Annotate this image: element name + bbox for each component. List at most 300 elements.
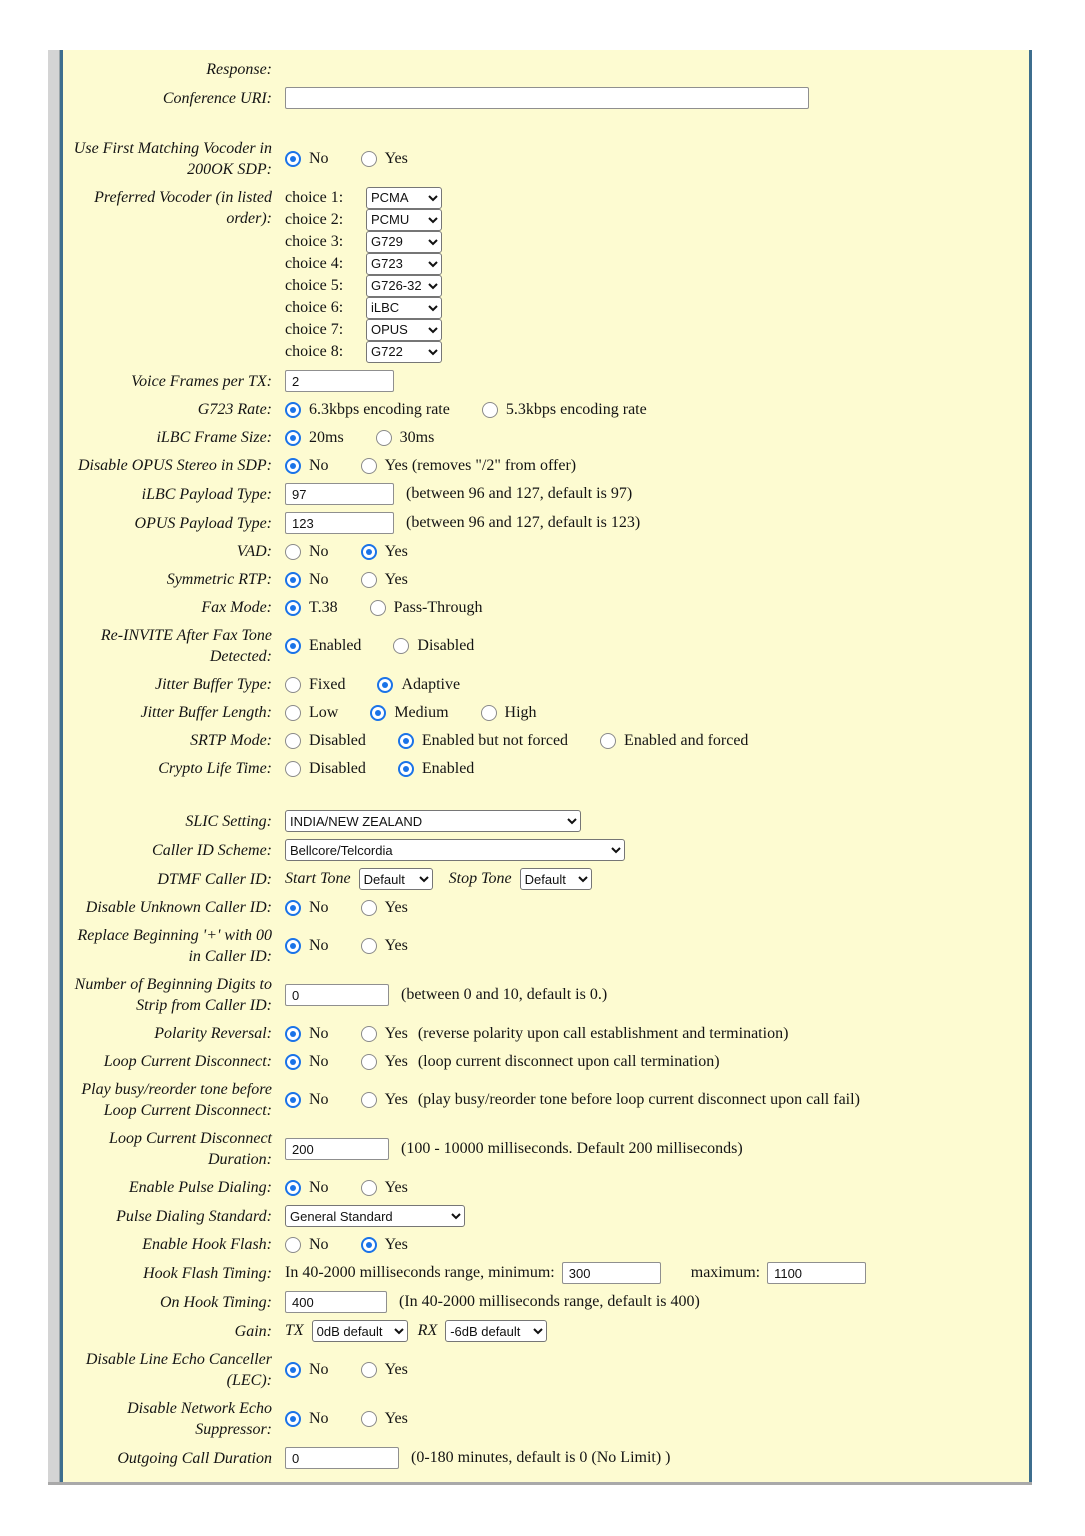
g723-rate-radio-6.3kbps[interactable]: [285, 402, 301, 418]
radio-option: [285, 1052, 329, 1072]
form-row-crypto-life-time: [66, 754, 1029, 782]
radio-option: [361, 1360, 408, 1380]
radio-label: No: [309, 542, 329, 560]
radio-label: No: [309, 150, 329, 167]
form-row-jitter-buffer-type: [66, 670, 1029, 698]
field-label-pulse-dialing-standard: Pulse Dialing Standard:: [116, 1207, 272, 1225]
radio-label: No: [309, 1052, 329, 1070]
radio-dot-icon: [290, 407, 296, 413]
radio-label: Yes: [384, 1178, 408, 1196]
inline-text: TX: [285, 1322, 304, 1339]
inline-text: maximum:: [690, 1264, 761, 1281]
jitter-buffer-length-radio-low[interactable]: [285, 705, 301, 721]
radio-option: [398, 759, 474, 779]
form-row-fax-mode: [66, 593, 1029, 621]
choice-label: choice 2:: [285, 210, 344, 228]
radio-label: 6.3kbps encoding rate: [309, 400, 450, 418]
play-busy-before-lcd-radio-yes[interactable]: [361, 1092, 377, 1108]
spacer: [66, 782, 1029, 806]
field-label-g723-rate: G723 Rate:: [197, 401, 272, 418]
preferred-vocoder-1-select[interactable]: [366, 187, 442, 209]
radio-option: [285, 1178, 329, 1198]
radio-dot-icon: [290, 435, 296, 441]
field-label-jitter-buffer-length: Jitter Buffer Length:: [140, 704, 272, 721]
field-label-disable-lec: Disable Line Echo Canceller (LEC):: [85, 1351, 272, 1389]
radio-option: [285, 936, 329, 956]
radio-dot-icon: [290, 577, 296, 583]
field-control: [285, 187, 442, 363]
radio-option: [285, 598, 338, 618]
choice-line-5: [285, 275, 442, 296]
radio-option: [285, 703, 338, 723]
radio-option: [361, 1235, 408, 1255]
field-label-voice-frames-per-tx: Voice Frames per TX:: [131, 372, 272, 390]
polarity-reversal-radio-yes[interactable]: [361, 1026, 377, 1042]
replace-plus-with-00-radio-no[interactable]: [285, 938, 301, 954]
field-label-polarity-reversal: Polarity Reversal:: [154, 1025, 272, 1042]
field-control: [285, 839, 625, 861]
enable-pulse-dialing-radio-no[interactable]: [285, 1180, 301, 1196]
field-control: [285, 984, 607, 1006]
opus-payload-type-input[interactable]: [285, 512, 394, 534]
radio-label: Yes: [384, 1410, 408, 1427]
gap: [661, 1273, 691, 1274]
field-label-opus-payload-type: OPUS Payload Type:: [134, 514, 272, 532]
preferred-vocoder-4-select[interactable]: [366, 253, 442, 275]
form-row-enable-pulse-dialing: [66, 1173, 1029, 1201]
field-control: [285, 1320, 547, 1342]
radio-label: High: [504, 703, 537, 721]
vad-radio-no[interactable]: [285, 544, 301, 560]
form-row-opus-payload-type: [66, 508, 1029, 537]
choice-label: choice 1:: [285, 188, 344, 206]
radio-label: Fixed: [309, 675, 346, 693]
form-row-on-hook-timing: [66, 1287, 1029, 1316]
field-control: [285, 428, 466, 448]
hook-flash-maximum-input[interactable]: [767, 1262, 866, 1284]
form-row-gain: [66, 1316, 1029, 1345]
field-label-ilbc-frame-size: iLBC Frame Size:: [156, 429, 272, 446]
enable-pulse-dialing-radio-yes[interactable]: [361, 1180, 377, 1196]
fax-mode-radio-t.38[interactable]: [285, 600, 301, 616]
choice-line-7: [285, 319, 442, 340]
fax-mode-radio-pass-through[interactable]: [370, 600, 386, 616]
stop-tone-select[interactable]: [520, 868, 592, 890]
form-row-polarity-reversal: [66, 1019, 1029, 1047]
radio-option: [285, 400, 450, 420]
field-control: [285, 731, 780, 751]
radio-option: [285, 759, 366, 779]
srtp-mode-radio-disabled[interactable]: [285, 733, 301, 749]
field-control: [285, 675, 492, 695]
choice-line-3: [285, 231, 442, 252]
field-note: (between 96 and 127, default is 123): [406, 514, 641, 531]
radio-option: [285, 542, 329, 562]
field-control: [285, 598, 514, 618]
field-control: [285, 1138, 743, 1160]
field-note: (0-180 minutes, default is 0 (No Limit) ): [411, 1449, 671, 1466]
choice-line-4: [285, 253, 442, 274]
field-label-replace-plus-with-00: Replace Beginning '+' with 00 in Caller ID:: [77, 927, 272, 965]
vad-radio-yes[interactable]: [361, 544, 377, 560]
form-row-symmetric-rtp: [66, 565, 1029, 593]
radio-label: 5.3kbps encoding rate: [505, 400, 647, 418]
field-control: [285, 868, 592, 890]
disable-network-echo-suppressor-radio-yes[interactable]: [361, 1411, 377, 1427]
caller-id-scheme-select[interactable]: [285, 839, 625, 861]
radio-dot-icon: [290, 1416, 296, 1422]
radio-option: [285, 731, 366, 751]
choice-label: choice 5:: [285, 276, 344, 294]
radio-option: [393, 636, 474, 656]
radio-option: [482, 400, 647, 420]
radio-label: Enabled: [309, 637, 362, 654]
form-row-disable-opus-stereo: [66, 451, 1029, 479]
enable-hook-flash-radio-yes[interactable]: [361, 1237, 377, 1253]
radio-option: [377, 675, 460, 695]
choice-line-2: [285, 209, 442, 230]
field-control: [285, 636, 506, 656]
inline-text: In 40-2000 milliseconds range, minimum:: [285, 1264, 555, 1281]
ilbc-payload-type-input[interactable]: [285, 483, 394, 505]
radio-option: [285, 428, 344, 448]
field-control: [285, 1052, 720, 1072]
field-control: [285, 1447, 671, 1469]
radio-dot-icon: [290, 463, 296, 469]
field-label-caller-id-scheme: Caller ID Scheme:: [152, 841, 272, 859]
radio-dot-icon: [290, 1031, 296, 1037]
inline-text: Start Tone: [285, 870, 351, 887]
disable-unknown-caller-id-radio-no[interactable]: [285, 900, 301, 916]
radio-option: [361, 1409, 408, 1429]
field-label-disable-network-echo-suppressor: Disable Network Echo Suppressor:: [127, 1400, 272, 1438]
field-control: [285, 1262, 866, 1284]
form-row-ilbc-frame-size: [66, 423, 1029, 451]
choice-line-8: [285, 341, 442, 362]
radio-option: [376, 428, 435, 448]
use-first-matching-vocoder-radio-no[interactable]: [285, 151, 301, 167]
radio-label: Yes: [384, 1024, 408, 1042]
radio-label: Enabled and forced: [624, 731, 749, 749]
voice-frames-per-tx-input[interactable]: [285, 370, 394, 392]
enable-hook-flash-radio-no[interactable]: [285, 1237, 301, 1253]
field-note: (loop current disconnect upon call termination): [417, 1052, 720, 1070]
radio-option: [285, 1235, 329, 1255]
gap: [433, 879, 449, 880]
field-label-slic-setting: SLIC Setting:: [185, 812, 272, 830]
choice-label: choice 6:: [285, 298, 344, 316]
form-row-g723-rate: [66, 395, 1029, 423]
disable-opus-stereo-radio-no[interactable]: [285, 458, 301, 474]
radio-dot-icon: [290, 1367, 296, 1373]
radio-dot-icon: [290, 643, 296, 649]
preferred-vocoder-7-select[interactable]: [366, 319, 442, 341]
field-label-vad: VAD:: [236, 543, 272, 560]
radio-option: [600, 731, 748, 751]
form-row-reinvite-after-fax-tone: [66, 621, 1029, 670]
field-control: [285, 400, 679, 420]
radio-label: T.38: [309, 598, 338, 616]
radio-option: [285, 456, 329, 476]
radio-option: [285, 1360, 329, 1380]
field-note: (play busy/reorder tone before loop current disconnect upon call fail): [417, 1091, 860, 1108]
radio-dot-icon: [382, 682, 388, 688]
radio-dot-icon: [290, 156, 296, 162]
form-row-enable-hook-flash: [66, 1230, 1029, 1258]
field-control: [285, 456, 608, 476]
radio-dot-icon: [290, 905, 296, 911]
field-note: (between 0 and 10, default is 0.): [401, 986, 608, 1003]
field-control: [285, 512, 640, 534]
radio-label: No: [309, 1361, 329, 1378]
disable-network-echo-suppressor-radio-no[interactable]: [285, 1411, 301, 1427]
radio-dot-icon: [403, 766, 409, 772]
outgoing-call-duration-input[interactable]: [285, 1447, 399, 1469]
radio-option: [361, 1052, 408, 1072]
radio-label: No: [309, 1091, 329, 1108]
radio-option: [361, 1024, 408, 1044]
field-control: [285, 149, 440, 169]
disable-lec-radio-no[interactable]: [285, 1362, 301, 1378]
radio-label: No: [309, 937, 329, 954]
srtp-mode-radio-enabled[interactable]: [398, 733, 414, 749]
radio-option: [370, 703, 448, 723]
gain-rx-select[interactable]: [445, 1320, 547, 1342]
radio-option: [361, 570, 408, 590]
choice-label: choice 3:: [285, 232, 344, 250]
choice-line-1: [285, 187, 442, 208]
field-control: [285, 703, 569, 723]
reinvite-after-fax-tone-radio-enabled[interactable]: [285, 638, 301, 654]
field-note: (reverse polarity upon call establishment and termination): [417, 1024, 789, 1042]
ilbc-frame-size-radio-30ms[interactable]: [376, 430, 392, 446]
field-control: [285, 87, 809, 109]
radio-label: Yes: [384, 150, 408, 167]
disable-lec-radio-yes[interactable]: [361, 1362, 377, 1378]
radio-option: [361, 456, 577, 476]
radio-label: Yes: [384, 1361, 408, 1378]
radio-option: [481, 703, 537, 723]
radio-option: [361, 149, 408, 169]
g723-rate-radio-5.3kbps[interactable]: [482, 402, 498, 418]
jitter-buffer-length-radio-high[interactable]: [481, 705, 497, 721]
field-control: [285, 483, 632, 505]
radio-label: 30ms: [399, 428, 435, 446]
field-label-symmetric-rtp: Symmetric RTP:: [166, 571, 272, 588]
field-label-use-first-matching-vocoder: Use First Matching Vocoder in 200OK SDP:: [73, 140, 272, 178]
radio-option: [361, 542, 408, 562]
conference-uri-input[interactable]: [285, 87, 809, 109]
field-label-ilbc-payload-type: iLBC Payload Type:: [141, 485, 272, 503]
radio-dot-icon: [366, 549, 372, 555]
form-row-use-first-matching-vocoder: [66, 134, 1029, 183]
field-label-hook-flash-timing: Hook Flash Timing:: [143, 1264, 272, 1282]
field-label-preferred-vocoder: Preferred Vocoder (in listed order):: [94, 189, 272, 227]
field-label-on-hook-timing: On Hook Timing:: [160, 1293, 272, 1311]
radio-label: Yes: [384, 570, 408, 588]
radio-label: Enabled: [421, 759, 475, 777]
preferred-vocoder-2-select[interactable]: [366, 209, 442, 231]
radio-label: No: [309, 1178, 329, 1196]
field-control: [285, 542, 440, 562]
radio-option: [285, 570, 329, 590]
start-tone-select[interactable]: [359, 868, 433, 890]
field-control: [285, 1409, 440, 1429]
hook-flash-minimum-input[interactable]: [562, 1262, 661, 1284]
replace-plus-with-00-radio-yes[interactable]: [361, 938, 377, 954]
field-label-lcd-duration: Loop Current Disconnect Duration:: [109, 1130, 272, 1168]
field-label-loop-current-disconnect: Loop Current Disconnect:: [103, 1053, 272, 1070]
form-row-voice-frames-per-tx: [66, 366, 1029, 395]
form-row-dtmf-caller-id: [66, 864, 1029, 893]
form-row-replace-plus-with-00: [66, 921, 1029, 970]
form-row-preferred-vocoder: [66, 183, 1029, 366]
field-control: [285, 898, 440, 918]
preferred-vocoder-6-select[interactable]: [366, 297, 442, 319]
form-row-loop-current-disconnect: [66, 1047, 1029, 1075]
radio-dot-icon: [403, 738, 409, 744]
form-row-response: [66, 55, 1029, 83]
form-row-ilbc-payload-type: [66, 479, 1029, 508]
radio-label: Medium: [394, 703, 449, 721]
radio-label: No: [309, 1024, 329, 1042]
form-row-slic-setting: [66, 806, 1029, 835]
field-control: [285, 759, 506, 779]
radio-label: Low: [309, 703, 339, 721]
on-hook-timing-input[interactable]: [285, 1291, 387, 1313]
strip-digits-caller-id-input[interactable]: [285, 984, 389, 1006]
field-control: [285, 1205, 465, 1227]
radio-dot-icon: [375, 710, 381, 716]
radio-label: Yes: [384, 1052, 408, 1070]
radio-dot-icon: [290, 605, 296, 611]
field-label-strip-digits-caller-id: Number of Beginning Digits to Strip from Caller ID:: [74, 976, 272, 1014]
radio-label: No: [309, 1235, 329, 1253]
form-row-play-busy-before-lcd: [66, 1075, 1029, 1124]
radio-label: Yes: [384, 898, 408, 916]
pulse-dialing-standard-select[interactable]: [285, 1205, 465, 1227]
radio-label: Adaptive: [401, 675, 461, 693]
radio-label: 20ms: [309, 428, 344, 446]
slic-setting-select[interactable]: [285, 810, 581, 832]
jitter-buffer-type-radio-fixed[interactable]: [285, 677, 301, 693]
field-label-reinvite-after-fax-tone: Re-INVITE After Fax Tone Detected:: [100, 627, 272, 665]
field-label-fax-mode: Fax Mode:: [201, 599, 272, 616]
field-control: [285, 1024, 788, 1044]
form-row-lcd-duration: [66, 1124, 1029, 1173]
radio-dot-icon: [366, 1242, 372, 1248]
radio-dot-icon: [290, 1185, 296, 1191]
radio-label: Yes: [384, 937, 408, 954]
field-label-enable-pulse-dialing: Enable Pulse Dialing:: [128, 1179, 272, 1196]
radio-option: [361, 1090, 408, 1110]
crypto-life-time-radio-disabled[interactable]: [285, 761, 301, 777]
radio-option: [285, 1024, 329, 1044]
field-label-play-busy-before-lcd: Play busy/reorder tone before Loop Current Disconnect:: [81, 1081, 272, 1119]
preferred-vocoder-5-select[interactable]: [366, 275, 442, 297]
preferred-vocoder-8-select[interactable]: [366, 341, 442, 363]
radio-label: Yes: [384, 1091, 408, 1108]
field-note: (In 40-2000 milliseconds range, default is 400): [399, 1293, 700, 1310]
field-label-conference-uri: Conference URI:: [162, 89, 272, 107]
form-row-pulse-dialing-standard: [66, 1201, 1029, 1230]
radio-option: [285, 1409, 329, 1429]
play-busy-before-lcd-radio-no[interactable]: [285, 1092, 301, 1108]
loop-current-disconnect-radio-no[interactable]: [285, 1054, 301, 1070]
radio-option: [285, 149, 329, 169]
left-gray-strip: [48, 50, 60, 1482]
jitter-buffer-length-radio-medium[interactable]: [370, 705, 386, 721]
srtp-mode-radio-enabled[interactable]: [600, 733, 616, 749]
preferred-vocoder-3-select[interactable]: [366, 231, 442, 253]
radio-option: [285, 636, 361, 656]
radio-label: Pass-Through: [393, 598, 483, 616]
radio-option: [370, 598, 483, 618]
radio-option: [285, 898, 329, 918]
form-row-vad: [66, 537, 1029, 565]
field-control: [285, 1291, 700, 1313]
radio-label: No: [309, 1410, 329, 1427]
lcd-duration-input[interactable]: [285, 1138, 389, 1160]
radio-option: [361, 936, 408, 956]
choice-line-6: [285, 297, 442, 318]
radio-label: Yes (removes "/2" from offer): [384, 456, 577, 474]
gap: [408, 1331, 418, 1332]
field-label-srtp-mode: SRTP Mode:: [190, 732, 272, 749]
field-control: [285, 570, 440, 590]
jitter-buffer-type-radio-adaptive[interactable]: [377, 677, 393, 693]
choice-label: choice 7:: [285, 320, 344, 338]
loop-current-disconnect-radio-yes[interactable]: [361, 1054, 377, 1070]
symmetric-rtp-radio-yes[interactable]: [361, 572, 377, 588]
radio-option: [398, 731, 568, 751]
field-control: [285, 936, 440, 956]
disable-opus-stereo-radio-yes[interactable]: [361, 458, 377, 474]
field-label-jitter-buffer-type: Jitter Buffer Type:: [155, 676, 272, 693]
field-label-gain: Gain:: [234, 1322, 272, 1340]
settings-panel: [60, 50, 1032, 1482]
inline-text: RX: [417, 1322, 438, 1339]
symmetric-rtp-radio-no[interactable]: [285, 572, 301, 588]
radio-label: Yes: [384, 542, 408, 560]
inline-text: Stop Tone: [448, 870, 512, 887]
form-row-outgoing-call-duration: [66, 1443, 1029, 1472]
radio-dot-icon: [290, 1059, 296, 1065]
choice-label: choice 8:: [285, 342, 344, 360]
gain-tx-select[interactable]: [312, 1320, 408, 1342]
crypto-life-time-radio-enabled[interactable]: [398, 761, 414, 777]
polarity-reversal-radio-no[interactable]: [285, 1026, 301, 1042]
form-row-hook-flash-timing: [66, 1258, 1029, 1287]
disable-unknown-caller-id-radio-yes[interactable]: [361, 900, 377, 916]
panel-wrap: [48, 50, 1032, 1485]
use-first-matching-vocoder-radio-yes[interactable]: [361, 151, 377, 167]
field-control: [285, 1178, 440, 1198]
field-label-crypto-life-time: Crypto Life Time:: [158, 760, 272, 777]
radio-option: [361, 1178, 408, 1198]
form-row-strip-digits-caller-id: [66, 970, 1029, 1019]
choice-label: choice 4:: [285, 254, 344, 272]
form-row-srtp-mode: [66, 726, 1029, 754]
radio-option: [361, 898, 408, 918]
ilbc-frame-size-radio-20ms[interactable]: [285, 430, 301, 446]
reinvite-after-fax-tone-radio-disabled[interactable]: [393, 638, 409, 654]
field-note: (100 - 10000 milliseconds. Default 200 milliseconds): [401, 1140, 743, 1157]
radio-label: No: [309, 898, 329, 916]
radio-option: [285, 675, 345, 695]
field-control: [285, 370, 394, 392]
radio-dot-icon: [290, 943, 296, 949]
